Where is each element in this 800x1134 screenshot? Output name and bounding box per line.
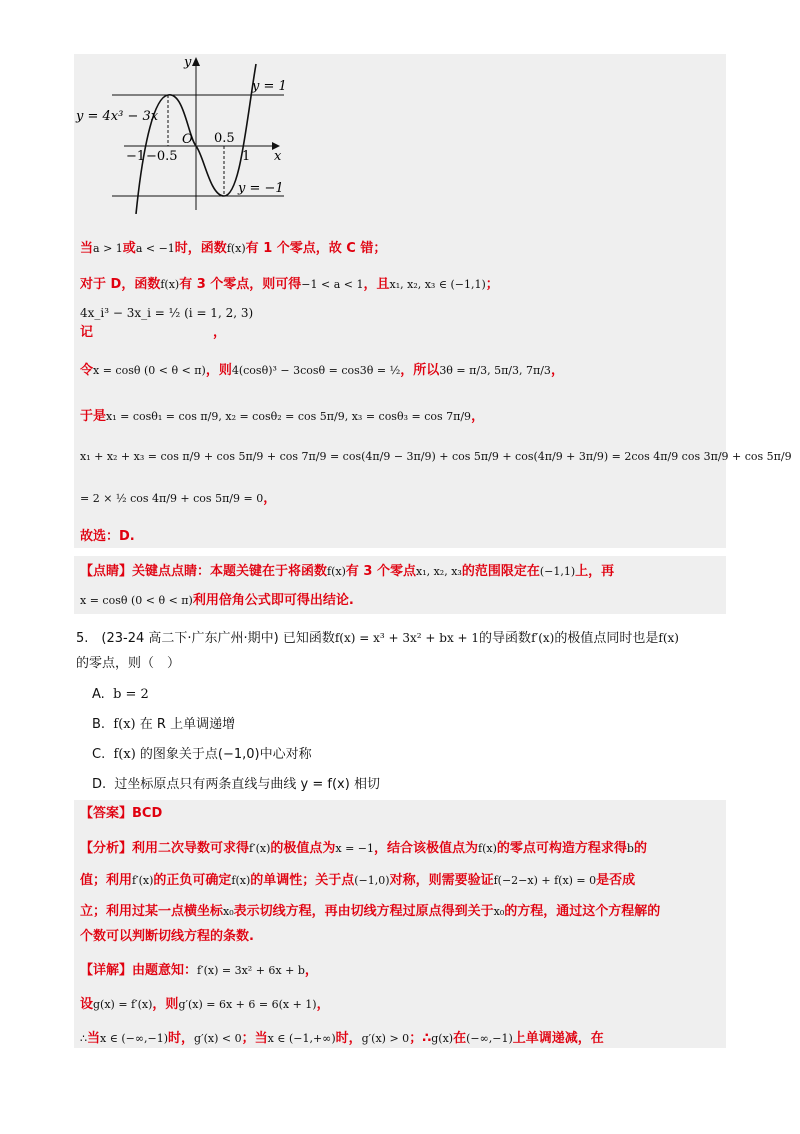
detail-line-2: 设g(x) = f′(x)，则g′(x) = 6x + 6 = 6(x + 1)，	[80, 997, 330, 1012]
option-d[interactable]: D. 过坐标原点只有两条直线与曲线 y = f(x) 相切	[92, 777, 380, 792]
detail-line-3: ∴当x ∈ (−∞,−1)时，g′(x) < 0；当x ∈ (−1,+∞)时，g′(x) > 0；∴g(x)在(−∞,−1)上单调递减，在	[80, 1031, 604, 1046]
solution-line-6: x₁ + x₂ + x₃ = cos π/9 + cos 5π/9 + cos 7π/9 = cos(4π/9 − 3π/9) + cos 5π/9 + cos(4π/9 + 3π/9) = 2cos 4π/9 cos 3π/9 + cos 5π/9	[80, 450, 792, 463]
solution-conclusion: 故选：D.	[80, 529, 135, 544]
analysis-line-4: 个数可以判断切线方程的条数.	[80, 929, 254, 944]
tick-1: 1	[242, 149, 251, 164]
cubic-graph	[74, 54, 304, 214]
solution-line-2: 对于 D，函数f(x)有 3 个零点，则可得−1 < a < 1，且x₁, x₂, x₃ ∈ (−1,1)；	[80, 277, 499, 292]
function-label: y = 4x³ − 3x	[76, 109, 159, 124]
x-axis-label: x	[274, 149, 282, 164]
tick-neg1: −1	[126, 149, 146, 164]
origin-label: O	[182, 132, 193, 147]
tick-05: 0.5	[214, 131, 235, 146]
detail-line-1: 【详解】由题意知：f′(x) = 3x² + 6x + b，	[80, 963, 318, 978]
option-b[interactable]: B. f(x) 在 R 上单调递增	[92, 717, 236, 732]
solution-line-7: = 2 × ½ cos 4π/9 + cos 5π/9 = 0，	[80, 491, 277, 506]
question-5-line-1: 5. (23-24 高二下·广东广州·期中) 已知函数f(x) = x³ + 3x² + bx + 1的导函数f′(x)的极值点同时也是f(x)	[76, 631, 679, 646]
question-5-line-2: 的零点，则（ ）	[76, 656, 181, 671]
tick-neg05: −0.5	[146, 149, 178, 164]
solution-line-4: 令x = cosθ (0 < θ < π)，则4(cosθ)³ − 3cosθ = cos3θ = ½，所以3θ = π/3, 5π/3, 7π/3，	[80, 363, 564, 378]
solution-line-3: 记 ，	[80, 325, 227, 340]
option-a[interactable]: A. b = 2	[92, 687, 149, 702]
answer-label: 【答案】BCD	[80, 806, 163, 821]
analysis-line-1: 【分析】利用二次导数可求得f′(x)的极值点为x = −1，结合该极值点为f(x)的零点可构造方程求得b的	[80, 841, 647, 856]
analysis-line-3: 立；利用过某一点横坐标x₀表示切线方程，再由切线方程过原点得到关于x₀的方程，通过这个方程解的	[80, 904, 661, 919]
key-point-line-1: 【点睛】关键点点睛：本题关键在于将函数f(x)有 3 个零点x₁, x₂, x₃的范围限定在(−1,1)上，再	[80, 564, 615, 579]
solution-line-1: 当a > 1或a < −1时，函数f(x)有 1 个零点，故 C 错；	[80, 241, 387, 256]
key-point-line-2: x = cosθ (0 < θ < π)利用倍角公式即可得出结论.	[80, 593, 354, 608]
upper-line-label: y = 1	[252, 79, 287, 94]
solution-line-3-math: 4x_i³ − 3x_i = ½ (i = 1, 2, 3)	[80, 306, 254, 320]
lower-line-label: y = −1	[238, 181, 284, 196]
option-c[interactable]: C. f(x) 的图象关于点(−1,0)中心对称	[92, 747, 312, 762]
y-axis-label: y	[184, 55, 192, 70]
solution-line-5: 于是x₁ = cosθ₁ = cos π/9, x₂ = cosθ₂ = cos 5π/9, x₃ = cosθ₃ = cos 7π/9，	[80, 409, 485, 424]
y-axis-arrow	[192, 57, 200, 66]
analysis-line-2: 值；利用f′(x)的正负可确定f(x)的单调性；关于点(−1,0)对称，则需要验证f(−2−x) + f(x) = 0是否成	[80, 873, 636, 888]
